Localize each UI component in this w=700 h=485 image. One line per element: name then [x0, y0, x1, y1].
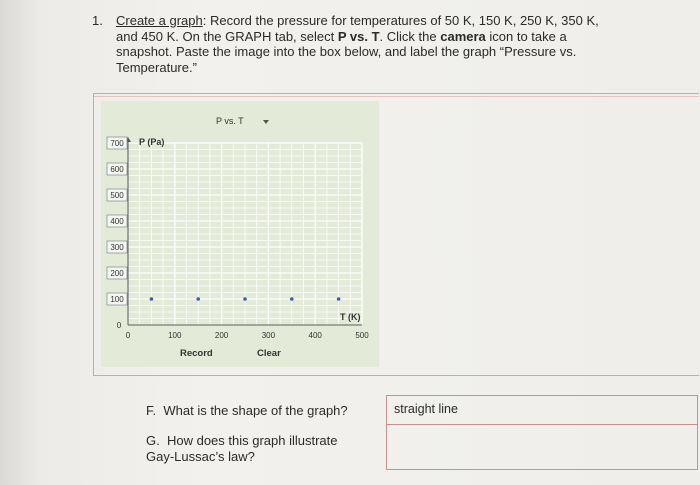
- y-axis-label: P (Pa): [139, 137, 165, 147]
- question-f: [146, 403, 348, 418]
- question-f-text: What is the shape of the graph?: [163, 403, 348, 418]
- question-g-text: How does this graph illustrate Gay-Lussac’s law?: [146, 433, 338, 464]
- chart-axes: [125, 137, 362, 325]
- chart-ticks: [107, 137, 369, 340]
- question-text-part-2: . Click the: [379, 28, 441, 44]
- question-text-part-3: icon to take a snapshot. Paste the image into the box below, and label the graph “Pressure vs. Temperature.”: [116, 28, 577, 75]
- x-tick-label: 500: [355, 331, 369, 340]
- data-point: [290, 297, 294, 301]
- data-point: [196, 297, 200, 301]
- data-point: [337, 297, 341, 301]
- question-bold-camera: camera: [440, 28, 486, 44]
- data-point: [150, 297, 154, 301]
- question-text-part-1: : Record the pressure for temperatures of 50 K, 150 K, 250 K, 350 K, and 450 K. On the GRAPH tab, select: [116, 13, 599, 44]
- chart-title[interactable]: P vs. T: [216, 116, 244, 126]
- x-tick-label: 300: [261, 331, 276, 340]
- answer-f-field[interactable]: straight line: [394, 402, 458, 416]
- x-tick-label: 400: [308, 331, 322, 340]
- y-tick-label: 0: [116, 321, 122, 330]
- y-tick-label: 300: [110, 243, 124, 252]
- x-tick-label: 0: [125, 331, 131, 340]
- x-axis-label: T (K): [340, 312, 361, 322]
- dropdown-arrow-icon[interactable]: [263, 120, 269, 124]
- data-point: [243, 297, 247, 301]
- question-g: [146, 433, 366, 465]
- y-tick-label: 200: [110, 269, 124, 278]
- answer-g-field[interactable]: [390, 426, 695, 466]
- x-tick-label: 200: [214, 331, 229, 340]
- question-number: 1.: [92, 13, 103, 28]
- create-graph-link[interactable]: Create a graph: [116, 13, 203, 28]
- y-tick-label: 700: [110, 139, 124, 148]
- x-tick-label: 100: [168, 331, 182, 340]
- clear-button[interactable]: Clear: [257, 348, 281, 359]
- y-tick-label: 400: [110, 217, 124, 226]
- record-button[interactable]: Record: [180, 348, 213, 359]
- question-bold-pvst: P vs. T: [337, 28, 380, 44]
- question-f-label: F.: [146, 403, 157, 418]
- question-g-label: G.: [146, 433, 160, 448]
- y-tick-label: 600: [110, 165, 124, 174]
- y-tick-label: 100: [110, 295, 124, 304]
- y-tick-label: 500: [110, 191, 124, 200]
